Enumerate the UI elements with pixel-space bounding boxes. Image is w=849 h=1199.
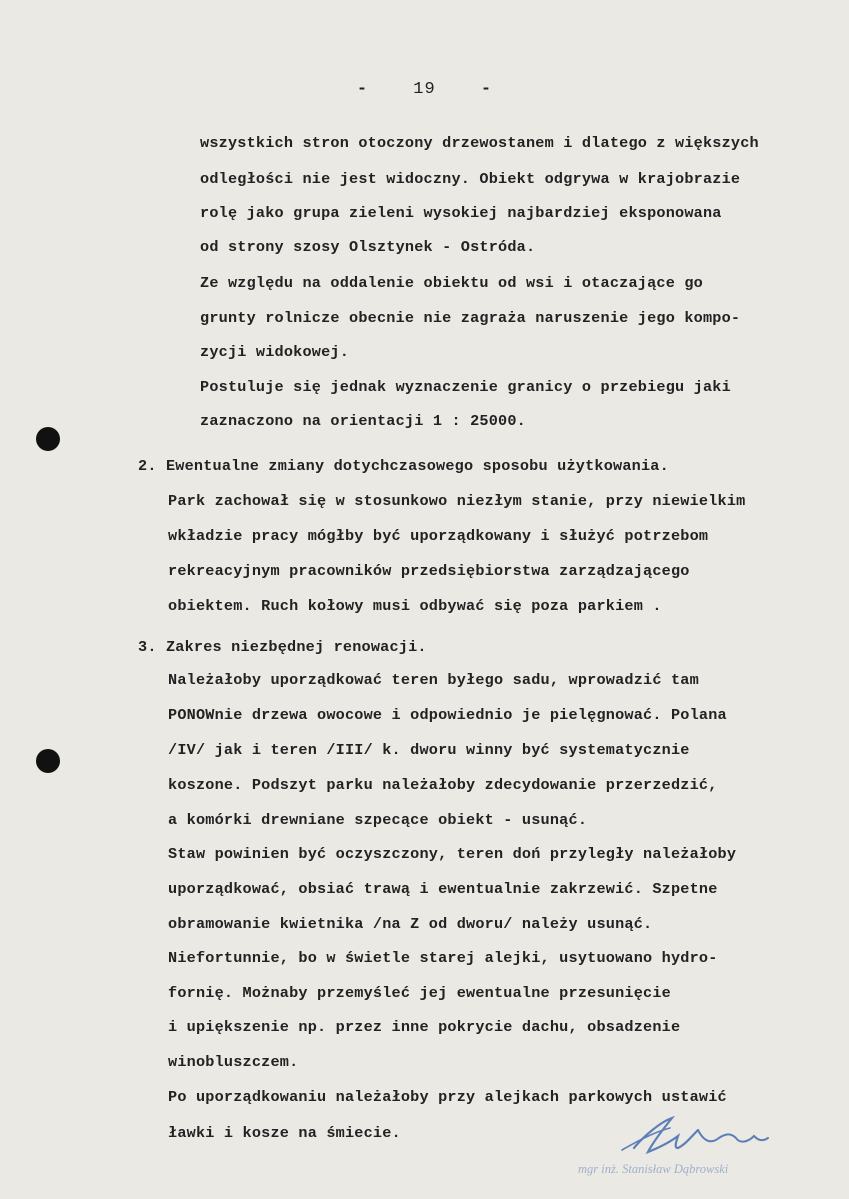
header-dash-right: - — [480, 80, 493, 99]
text-line: Postuluje się jednak wyznaczenie granicy o przebiegu jaki — [200, 378, 731, 396]
text-line: wkładzie pracy mógłby być uporządkowany i służyć potrzebom — [168, 527, 709, 545]
text-line: grunty rolnicze obecnie nie zagraża naruszenie jego kompo- — [200, 309, 741, 327]
section-heading-2: 2. Ewentualne zmiany dotychczasowego sposobu użytkowania. — [138, 457, 669, 475]
text-line: winobluszczem. — [168, 1053, 299, 1071]
text-line: rekreacyjnym pracowników przedsiębiorstwa zarządzającego — [168, 562, 690, 580]
text-line: /IV/ jak i teren /III/ k. dworu winny być systematycznie — [168, 741, 690, 759]
text-line: obramowanie kwietnika /na Z od dworu/ należy usunąć. — [168, 915, 653, 933]
text-line: ławki i kosze na śmiecie. — [168, 1124, 401, 1142]
section-heading-3: 3. Zakres niezbędnej renowacji. — [138, 638, 427, 656]
text-line: zaznaczono na orientacji 1 : 25000. — [200, 412, 526, 430]
punch-hole-bottom — [36, 749, 60, 773]
signature-caption: mgr inż. Stanisław Dąbrowski — [578, 1162, 729, 1176]
text-line: Należałoby uporządkować teren byłego sadu, wprowadzić tam — [168, 671, 699, 689]
text-line: obiektem. Ruch kołowy musi odbywać się poza parkiem . — [168, 597, 662, 615]
text-line: koszone. Podszyt parku należałoby zdecydowanie przerzedzić, — [168, 776, 718, 794]
text-line: Park zachował się w stosunkowo niezłym stanie, przy niewielkim — [168, 492, 746, 510]
text-line: od strony szosy Olsztynek - Ostróda. — [200, 238, 536, 256]
text-line: wszystkich stron otoczony drzewostanem i dlatego z większych — [200, 134, 759, 152]
punch-hole-top — [36, 427, 60, 451]
text-line: fornię. Możnaby przemyśleć jej ewentualne przesunięcie — [168, 984, 671, 1002]
text-line: odległości nie jest widoczny. Obiekt odgrywa w krajobrazie — [200, 170, 741, 188]
text-line: PONOWnie drzewa owocowe i odpowiednio je pielęgnować. Polana — [168, 706, 727, 724]
handwritten-signature — [612, 1108, 782, 1160]
text-line: uporządkować, obsiać trawą i ewentualnie zakrzewić. Szpetne — [168, 880, 718, 898]
text-line: Ze względu na oddalenie obiektu od wsi i otaczające go — [200, 274, 703, 292]
text-line: zycji widokowej. — [200, 343, 350, 361]
text-line: Po uporządkowaniu należałoby przy alejkach parkowych ustawić — [168, 1088, 727, 1106]
page-number: 19 — [413, 80, 436, 99]
text-line: Staw powinien być oczyszczony, teren doń przyległy należałoby — [168, 845, 737, 863]
text-line: a komórki drewniane szpecące obiekt - usunąć. — [168, 811, 588, 829]
page-header — [0, 80, 849, 99]
text-line: i upiększenie np. przez inne pokrycie dachu, obsadzenie — [168, 1018, 681, 1036]
text-line: Niefortunnie, bo w świetle starej alejki, usytuowano hydro- — [168, 949, 718, 967]
header-dash-left: - — [356, 80, 369, 99]
text-line: rolę jako grupa zieleni wysokiej najbardziej eksponowana — [200, 204, 722, 222]
